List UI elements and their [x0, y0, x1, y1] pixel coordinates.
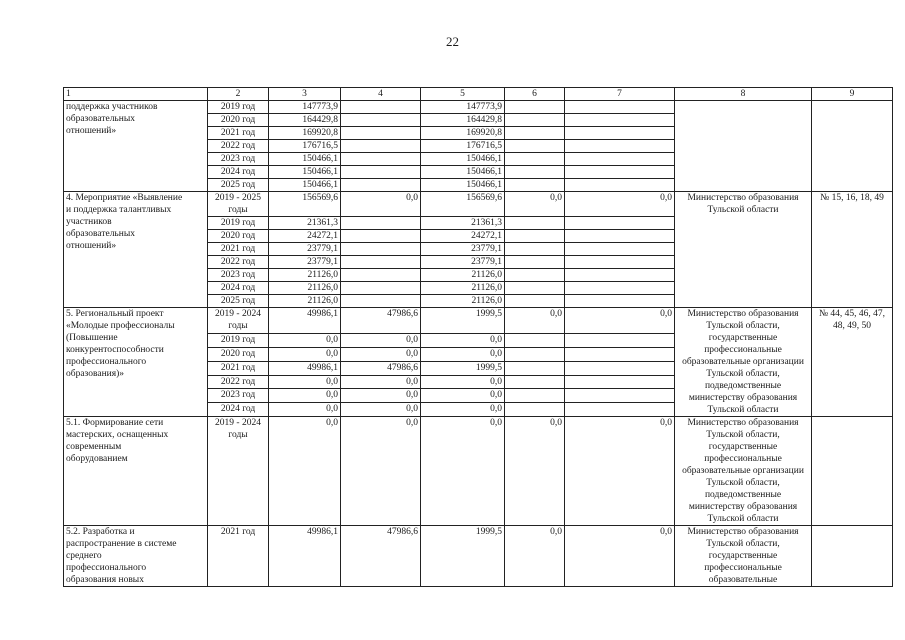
- year-cell: 2019 год: [208, 217, 269, 230]
- year-cell: 2022 год: [208, 256, 269, 269]
- value-c7: 0,0: [565, 308, 675, 334]
- period-cell: [208, 417, 269, 526]
- table-row: [64, 308, 893, 334]
- value-c7: [565, 179, 675, 192]
- measure-name-line: профессионального: [66, 357, 147, 367]
- measure-name-line: 5.2. Разработка и: [66, 527, 135, 537]
- value-c3: 49986,1: [269, 361, 341, 375]
- period-line: 2021 год: [220, 527, 256, 537]
- value-c6: 0,0: [505, 192, 565, 217]
- value-c5: 176716,5: [421, 140, 505, 153]
- value-c5: 21126,0: [421, 295, 505, 308]
- value-c4: [341, 153, 421, 166]
- value-c5: 150466,1: [421, 179, 505, 192]
- column-header: 1: [64, 88, 208, 101]
- measure-name-line: участников: [66, 217, 112, 227]
- table-row: [64, 101, 893, 114]
- measure-name-line: и поддержка талантливых: [66, 205, 172, 215]
- column-header: 9: [812, 88, 893, 101]
- year-cell: 2025 год: [208, 179, 269, 192]
- table-row: [64, 526, 893, 587]
- measure-name: [64, 192, 208, 308]
- value-c6: [505, 114, 565, 127]
- value-c4: 47986,6: [341, 308, 421, 334]
- measure-name-line: современным: [66, 442, 122, 452]
- value-c6: [505, 334, 565, 348]
- value-c7: [565, 114, 675, 127]
- value-c7: [565, 348, 675, 362]
- value-c5: 21126,0: [421, 269, 505, 282]
- year-cell: 2024 год: [208, 166, 269, 179]
- indicators-cell: [812, 526, 893, 587]
- value-c6: [505, 295, 565, 308]
- value-c4: [341, 140, 421, 153]
- value-c3: 150466,1: [269, 166, 341, 179]
- value-c3: 21126,0: [269, 282, 341, 295]
- value-c4: [341, 269, 421, 282]
- value-c4: 47986,6: [341, 361, 421, 375]
- value-c5: 0,0: [421, 417, 505, 526]
- period-cell: [208, 308, 269, 334]
- value-c3: 0,0: [269, 417, 341, 526]
- measure-name-line: «Молодые профессионалы: [66, 321, 175, 331]
- measure-name-line: распространение в системе: [66, 539, 177, 549]
- measure-name-line: 5. Региональный проект: [66, 309, 164, 319]
- period-cell: [208, 526, 269, 587]
- measure-name-line: 5.1. Формирование сети: [66, 418, 164, 428]
- value-c3: 150466,1: [269, 153, 341, 166]
- column-header: 4: [341, 88, 421, 101]
- value-c6: [505, 348, 565, 362]
- executor-cell: [675, 101, 812, 192]
- value-c7: [565, 295, 675, 308]
- value-c3: 49986,1: [269, 308, 341, 334]
- measure-name-line: поддержка участников: [66, 102, 158, 112]
- value-c6: [505, 403, 565, 417]
- value-c3: 21361,3: [269, 217, 341, 230]
- value-c7: [565, 217, 675, 230]
- value-c7: [565, 243, 675, 256]
- column-number-row: [64, 88, 893, 101]
- column-header: 2: [208, 88, 269, 101]
- period-line: годы: [228, 321, 248, 331]
- executor-cell: Министерство образования Тульской области, государственные профессиональные образовательные организации Тульской области, подведомственные министерству образования Тульской области: [675, 417, 812, 526]
- value-c7: [565, 389, 675, 403]
- value-c3: 0,0: [269, 334, 341, 348]
- value-c7: [565, 101, 675, 114]
- value-c5: 21361,3: [421, 217, 505, 230]
- value-c7: [565, 166, 675, 179]
- value-c5: 23779,1: [421, 256, 505, 269]
- value-c6: [505, 101, 565, 114]
- value-c3: 150466,1: [269, 179, 341, 192]
- value-c7: [565, 153, 675, 166]
- value-c5: 150466,1: [421, 166, 505, 179]
- value-c5: 0,0: [421, 403, 505, 417]
- value-c6: [505, 127, 565, 140]
- value-c6: [505, 269, 565, 282]
- value-c3: 164429,8: [269, 114, 341, 127]
- value-c6: [505, 256, 565, 269]
- value-c4: [341, 114, 421, 127]
- year-cell: 2019 год: [208, 334, 269, 348]
- value-c6: [505, 166, 565, 179]
- value-c3: 49986,1: [269, 526, 341, 587]
- value-c4: [341, 295, 421, 308]
- year-cell: 2025 год: [208, 295, 269, 308]
- measure-name: [64, 308, 208, 417]
- value-c6: [505, 375, 565, 389]
- value-c6: [505, 153, 565, 166]
- value-c4: 0,0: [341, 417, 421, 526]
- value-c6: 0,0: [505, 417, 565, 526]
- value-c4: 0,0: [341, 375, 421, 389]
- indicators-cell: № 44, 45, 46, 47, 48, 49, 50: [812, 308, 893, 417]
- value-c7: [565, 375, 675, 389]
- year-cell: 2021 год: [208, 243, 269, 256]
- year-cell: 2021 год: [208, 127, 269, 140]
- value-c7: [565, 403, 675, 417]
- value-c7: 0,0: [565, 417, 675, 526]
- value-c6: [505, 389, 565, 403]
- column-header: 7: [565, 88, 675, 101]
- measure-name-line: образовательных: [66, 229, 135, 239]
- value-c4: [341, 282, 421, 295]
- year-cell: 2020 год: [208, 114, 269, 127]
- value-c3: 21126,0: [269, 295, 341, 308]
- value-c3: 23779,1: [269, 256, 341, 269]
- value-c5: 169920,8: [421, 127, 505, 140]
- executor-cell: Министерство образования Тульской области: [675, 192, 812, 308]
- value-c7: 0,0: [565, 526, 675, 587]
- measure-name-line: отношений»: [66, 241, 117, 251]
- column-header: 5: [421, 88, 505, 101]
- period-line: 2019 - 2024: [215, 418, 261, 428]
- program-table: [63, 87, 893, 587]
- value-c4: 0,0: [341, 334, 421, 348]
- table-body: [64, 88, 893, 587]
- measure-name-line: (Повышение: [66, 333, 118, 343]
- indicators-cell: № 15, 16, 18, 49: [812, 192, 893, 308]
- value-c4: 0,0: [341, 389, 421, 403]
- value-c3: 147773,9: [269, 101, 341, 114]
- column-header: 3: [269, 88, 341, 101]
- value-c7: [565, 334, 675, 348]
- year-cell: 2022 год: [208, 140, 269, 153]
- value-c5: 23779,1: [421, 243, 505, 256]
- value-c5: 156569,6: [421, 192, 505, 217]
- value-c4: [341, 243, 421, 256]
- value-c5: 24272,1: [421, 230, 505, 243]
- measure-name: [64, 526, 208, 587]
- value-c5: 1999,5: [421, 308, 505, 334]
- value-c7: [565, 256, 675, 269]
- value-c6: [505, 243, 565, 256]
- value-c3: 21126,0: [269, 269, 341, 282]
- value-c4: 0,0: [341, 403, 421, 417]
- value-c6: [505, 140, 565, 153]
- value-c5: 0,0: [421, 348, 505, 362]
- value-c5: 147773,9: [421, 101, 505, 114]
- value-c5: 0,0: [421, 389, 505, 403]
- year-cell: 2024 год: [208, 282, 269, 295]
- year-cell: 2023 год: [208, 389, 269, 403]
- value-c6: [505, 217, 565, 230]
- measure-name-line: мастерских, оснащенных: [66, 430, 169, 440]
- value-c3: 0,0: [269, 348, 341, 362]
- page-number: 22: [446, 34, 459, 49]
- value-c7: [565, 230, 675, 243]
- value-c4: 47986,6: [341, 526, 421, 587]
- value-c6: 0,0: [505, 308, 565, 334]
- value-c6: [505, 282, 565, 295]
- year-cell: 2022 год: [208, 375, 269, 389]
- measure-name-line: 4. Мероприятие «Выявление: [66, 193, 183, 203]
- value-c5: 21126,0: [421, 282, 505, 295]
- value-c3: 24272,1: [269, 230, 341, 243]
- year-cell: 2020 год: [208, 230, 269, 243]
- value-c5: 0,0: [421, 334, 505, 348]
- period-line: годы: [228, 205, 248, 215]
- value-c4: 0,0: [341, 192, 421, 217]
- measure-name-line: конкурентоспособности: [66, 345, 164, 355]
- executor-cell: Министерство образования Тульской области, государственные профессиональные образовательные организации Тульской области, подведомственные министерству образования Тульской области: [675, 308, 812, 417]
- value-c4: 0,0: [341, 348, 421, 362]
- value-c4: [341, 101, 421, 114]
- year-cell: 2024 год: [208, 403, 269, 417]
- period-line: 2019 - 2024: [215, 309, 261, 319]
- period-cell: [208, 192, 269, 217]
- value-c7: [565, 127, 675, 140]
- column-header: 8: [675, 88, 812, 101]
- year-cell: 2019 год: [208, 101, 269, 114]
- measure-name-line: профессионального: [66, 563, 147, 573]
- value-c4: [341, 230, 421, 243]
- year-cell: 2023 год: [208, 153, 269, 166]
- value-c3: 0,0: [269, 403, 341, 417]
- column-header: 6: [505, 88, 565, 101]
- indicators-cell: [812, 417, 893, 526]
- value-c5: 164429,8: [421, 114, 505, 127]
- table-row: [64, 192, 893, 217]
- measure-name-line: среднего: [66, 551, 102, 561]
- measure-name: [64, 417, 208, 526]
- value-c7: [565, 361, 675, 375]
- period-line: годы: [228, 430, 248, 440]
- value-c5: 1999,5: [421, 361, 505, 375]
- measure-name-line: образования новых: [66, 575, 144, 585]
- value-c3: 0,0: [269, 375, 341, 389]
- value-c6: [505, 179, 565, 192]
- value-c4: [341, 127, 421, 140]
- indicators-cell: [812, 101, 893, 192]
- value-c6: [505, 361, 565, 375]
- measure-name-line: образовательных: [66, 114, 135, 124]
- year-cell: 2023 год: [208, 269, 269, 282]
- value-c5: 1999,5: [421, 526, 505, 587]
- measure-name: [64, 101, 208, 192]
- table-row: [64, 417, 893, 526]
- value-c3: 156569,6: [269, 192, 341, 217]
- value-c3: 169920,8: [269, 127, 341, 140]
- period-line: 2019 - 2025: [215, 193, 261, 203]
- year-cell: 2021 год: [208, 361, 269, 375]
- value-c6: 0,0: [505, 526, 565, 587]
- value-c7: [565, 140, 675, 153]
- year-cell: 2020 год: [208, 348, 269, 362]
- value-c3: 0,0: [269, 389, 341, 403]
- value-c7: 0,0: [565, 192, 675, 217]
- value-c5: 0,0: [421, 375, 505, 389]
- value-c7: [565, 269, 675, 282]
- value-c4: [341, 179, 421, 192]
- executor-cell: Министерство образования Тульской области, государственные профессиональные образовательные: [675, 526, 812, 587]
- measure-name-line: оборудованием: [66, 454, 128, 464]
- value-c4: [341, 166, 421, 179]
- value-c6: [505, 230, 565, 243]
- value-c3: 176716,5: [269, 140, 341, 153]
- value-c5: 150466,1: [421, 153, 505, 166]
- value-c4: [341, 217, 421, 230]
- value-c3: 23779,1: [269, 243, 341, 256]
- measure-name-line: образования)»: [66, 369, 125, 379]
- measure-name-line: отношений»: [66, 126, 117, 136]
- value-c7: [565, 282, 675, 295]
- value-c4: [341, 256, 421, 269]
